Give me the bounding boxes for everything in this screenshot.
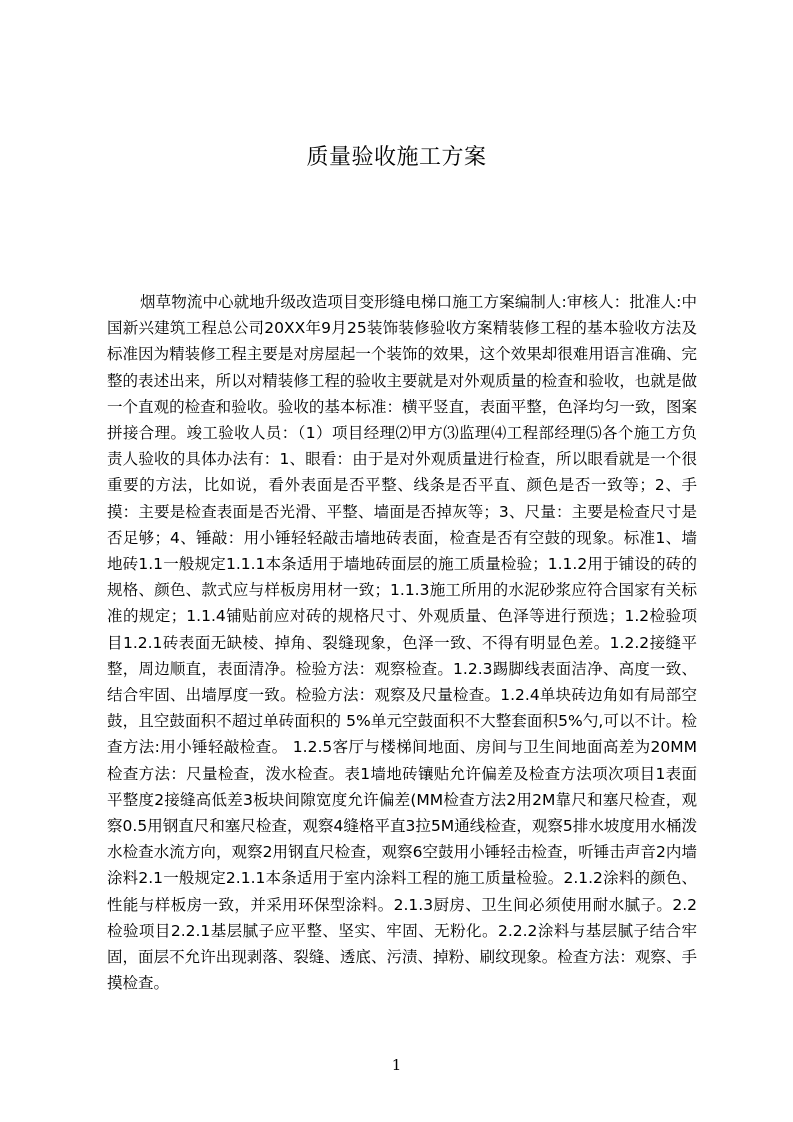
document-title: 质量验收施工方案 xyxy=(306,145,487,170)
page-number: 1 xyxy=(391,1056,402,1074)
body-paragraph: 烟草物流中心就地升级改造项目变形缝电梯口施工方案编制人:审核人：批准人:中国新兴建筑工程总公司20XX年9月25装饰装修验收方案精装修工程的基本验收方法及标准因为精装修工程主要是对房屋起一个装饰的效果，这个效果却很难用语言准确、完整的表述出来，所以对精装修工程的验收主要就是对外观质量的检查和验收，也就是做一个直观的检查和验收。验收的基本标准：横平竖直，表面平整，色泽均匀一致，图案拼接合理。竣工验收人员：（1）项目经理⑵甲方⑶监理⑷工程部经理⑸各个施工方负责人验收的具体办法有：1、眼看：由于是对外观质量进行检查，所以眼看就是一个很重要的方法，比如说，看外表面是否平整、线条是否平直、颜色是否一致等；2、手摸：主要是检查表面是否光滑、平整、墙面是否掉灰等；3、尺量：主要是检查尺寸是否足够；4、锤敲：用小锤轻轻敲击墙地砖表面，检查是否有空鼓的现象。标准1、墙地砖1.1一般规定1.1.1本条适用于墙地砖面层的施工质量检验；1.1.2用于铺设的砖的规格、颜色、款式应与样板房用材一致；1.1.3施工所用的水泥砂浆应符合国家有关标准的规定；1.1.4铺贴前应对砖的规格尺寸、外观质量、色泽等进行预选；1.2检验项目1.2.1砖表面无缺棱、掉角、裂缝现象，色泽一致、不得有明显色差。1.2.2接缝平整，周边顺直，表面清净。检验方法：观察检查。1.2.3踢脚线表面洁净、高度一致、结合牢固、出墙厚度一致。检验方法：观察及尺量检查。1.2.4单块砖边角如有局部空鼓，且空鼓面积不超过单砖面积的 5%单元空鼓面积不大整套面积5%勺,可以不计。检查方法:用小锤轻敲检查。 1.2.5客厅与楼梯间地面、房间与卫生间地面高差为20MM检查方法：尺量检查，泼水检查。表1墙地砖镶贴允许偏差及检查方法项次项目1表面平整度2接缝高低差3板块间隙宽度允许偏差(MM检查方法2用2M靠尺和塞尺检查，观察0.5用钢直尺和塞尺检查，观察4缝格平直3拉5M通线检查，观察5排水坡度用水桶泼水检查水流方向，观察2用钢直尺检查，观察6空鼓用小锤轻击检查，听锤击声音2内墙涂料2.1一般规定2.1.1本条适用于室内涂料工程的施工质量检验。2.1.2涂料的颜色、性能与样板房一致，并采用环保型涂料。2.1.3厨房、卫生间必须使用耐水腻子。2.2检验项目2.2.1基层腻子应平整、坚实、牢固、无粉化。2.2.2涂料与基层腻子结合牢固，面层不允许出现剥落、裂缝、透底、污渍、掉粉、刷纹现象。检查方法：观察、手摸检查。 xyxy=(107,293,697,993)
